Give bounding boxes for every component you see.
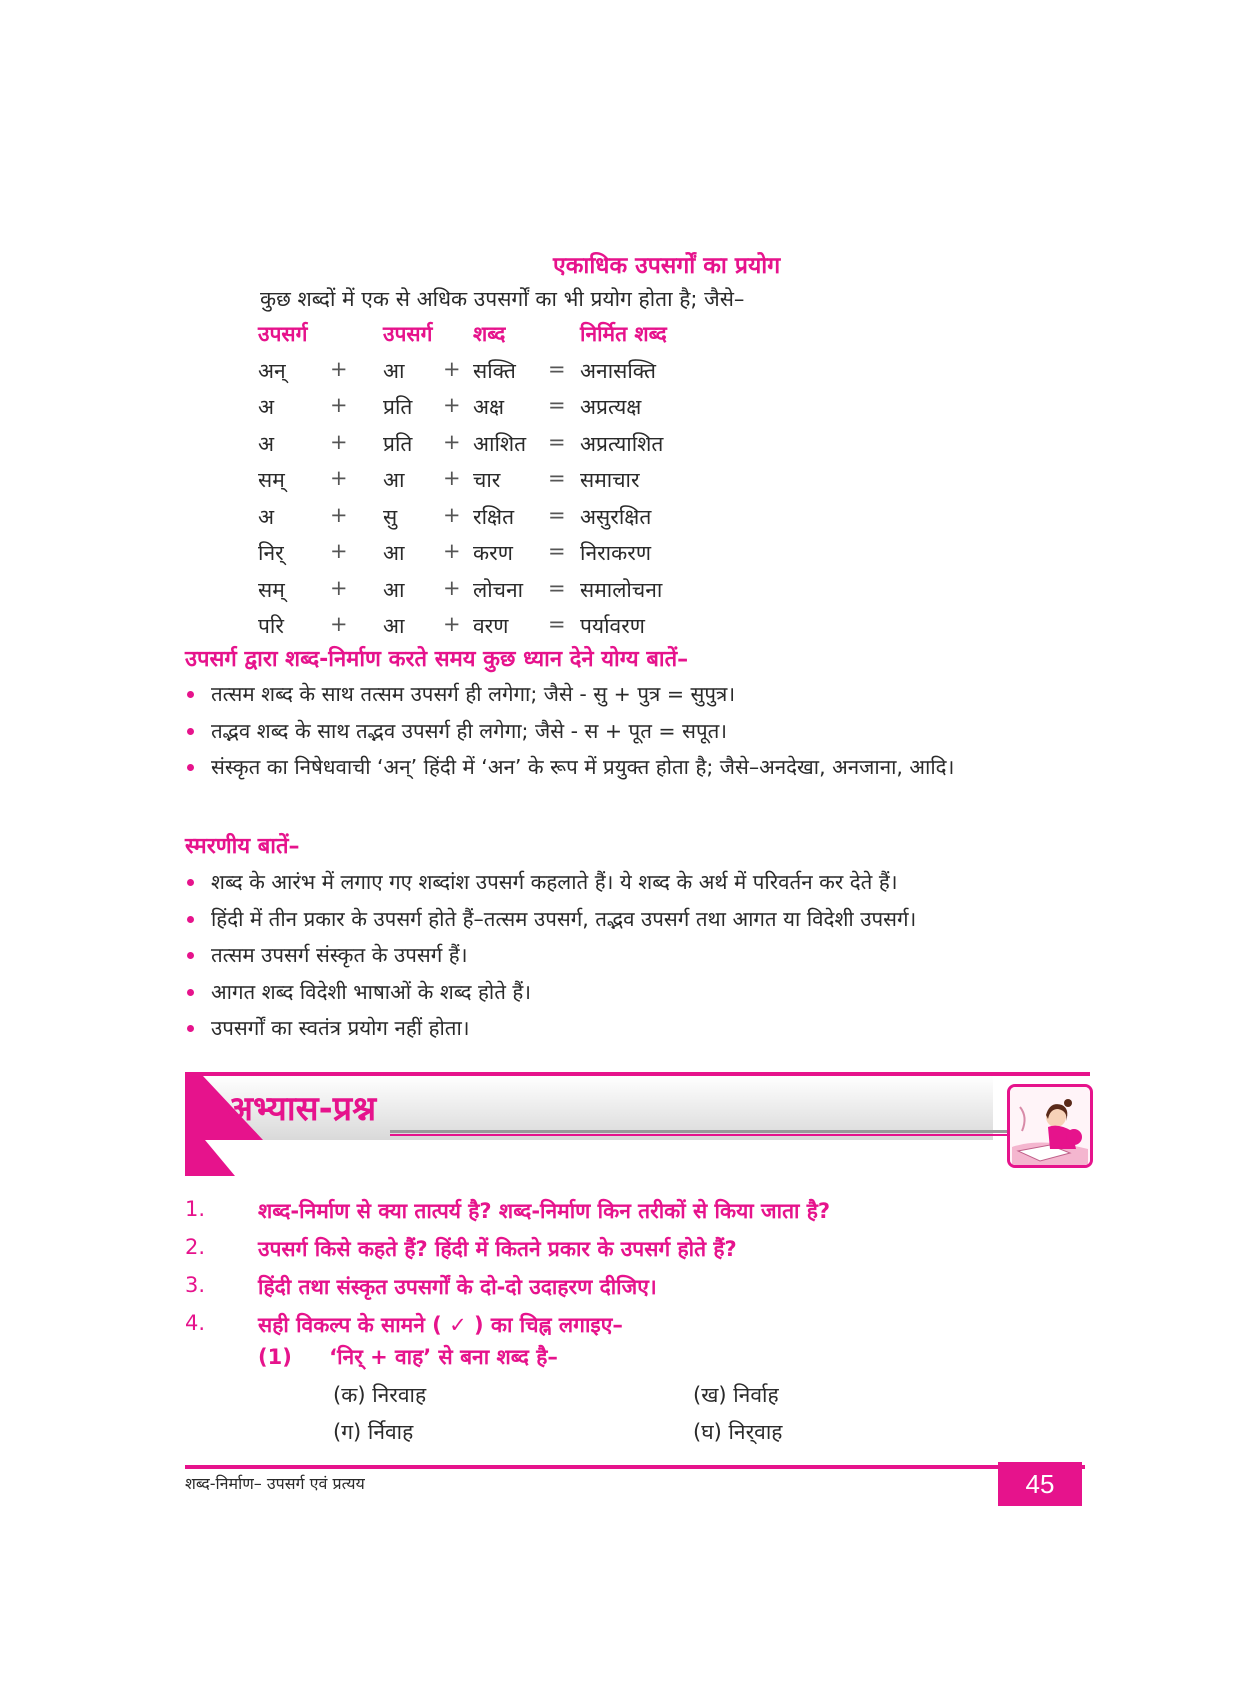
cell: + — [330, 429, 348, 454]
list-item: संस्कृत का निषेधवाची ‘अन्’ हिंदी में ‘अन’ के रूप में प्रयुक्त होता है; जैसे–अनदेखा, अनजाना, आदि। — [185, 753, 954, 790]
cell: अन् — [258, 358, 286, 383]
cell: समालोचना — [580, 577, 663, 602]
cell: अप्रत्याशित — [580, 431, 664, 456]
section-intro: कुछ शब्दों में एक से अधिक उपसर्गों का भी प्रयोग होता है; जैसे– — [260, 287, 745, 311]
cell: आशित — [473, 431, 527, 456]
cell: वरण — [473, 614, 509, 638]
cell: निराकरण — [580, 541, 652, 565]
cell: + — [443, 393, 461, 417]
question-text: सही विकल्प के सामने ( ✓ ) का चिह्न लगाइए– — [258, 1313, 623, 1337]
cell: आ — [383, 541, 405, 565]
cell: आ — [383, 614, 405, 638]
cell: आ — [383, 358, 405, 383]
exercise-title: अभ्यास-प्रश्न — [227, 1089, 377, 1129]
cell: अ — [258, 395, 275, 419]
header-prefix-2: उपसर्ग — [383, 322, 433, 346]
sub-question-number: (1) — [258, 1345, 292, 1369]
banner-underline-pink — [390, 1134, 1090, 1136]
question-number: 4. — [185, 1311, 206, 1335]
list-item: शब्द के आरंभ में लगाए गए शब्दांश उपसर्ग कहलाते हैं। ये शब्द के अर्थ में परिवर्तन कर देते हैं। — [185, 868, 916, 905]
list-item: तत्सम उपसर्ग संस्कृत के उपसर्ग हैं। — [185, 941, 916, 978]
cell: = — [548, 502, 566, 527]
cell: + — [330, 612, 348, 636]
cell: असुरक्षित — [580, 504, 652, 529]
cell: + — [330, 575, 348, 600]
cell: सु — [383, 504, 398, 529]
question-number: 2. — [185, 1235, 206, 1259]
question-text: हिंदी तथा संस्कृत उपसर्गों के दो-दो उदाहरण दीजिए। — [258, 1275, 657, 1299]
cell: समाचार — [580, 468, 640, 492]
cell: + — [443, 356, 461, 381]
cell: = — [548, 612, 566, 636]
footer-chapter-title: शब्द-निर्माण– उपसर्ग एवं प्रत्यय — [185, 1474, 365, 1493]
list-item: तत्सम शब्द के साथ तत्सम उपसर्ग ही लगेगा; जैसे - सु + पुत्र = सुपुत्र। — [185, 680, 954, 717]
cell: = — [548, 393, 566, 417]
cell: + — [443, 575, 461, 600]
cell: सम् — [258, 468, 285, 492]
notes-list — [185, 680, 954, 790]
footer-line — [185, 1465, 1085, 1469]
cell: करण — [473, 541, 513, 565]
question-number: 3. — [185, 1273, 206, 1297]
section-title: एकाधिक उपसर्गों का प्रयोग — [553, 253, 781, 279]
cell: = — [548, 429, 566, 454]
cell: अ — [258, 504, 275, 529]
girl-studying-icon — [1007, 1084, 1093, 1168]
remember-list — [185, 868, 916, 1051]
list-item: उपसर्गों का स्वतंत्र प्रयोग नहीं होता। — [185, 1014, 916, 1051]
cell: प्रति — [383, 431, 413, 456]
option-ka[interactable]: (क) निरवाह — [333, 1383, 427, 1407]
cell: आ — [383, 468, 405, 492]
header-word: शब्द — [473, 322, 506, 346]
cell: + — [443, 429, 461, 454]
cell: = — [548, 356, 566, 381]
header-formed-word: निर्मित शब्द — [580, 322, 667, 346]
cell: प्रति — [383, 395, 413, 419]
cell: = — [548, 539, 566, 563]
cell: अक्ष — [473, 395, 505, 419]
cell: + — [443, 502, 461, 527]
cell: अ — [258, 431, 275, 456]
cell: सक्ति — [473, 358, 516, 383]
cell: अनासक्ति — [580, 358, 656, 383]
sub-question — [258, 1343, 558, 1371]
header-prefix-1: उपसर्ग — [258, 322, 308, 346]
cell: + — [330, 356, 348, 381]
cell: चार — [473, 468, 501, 492]
list-item: तद्भव शब्द के साथ तद्भव उपसर्ग ही लगेगा; जैसे - स + पूत = सपूत। — [185, 717, 954, 754]
cell: पर्यावरण — [580, 614, 645, 638]
cell: आ — [383, 577, 405, 602]
remember-heading: स्मरणीय बातें– — [185, 834, 300, 859]
cell: + — [330, 502, 348, 527]
exercise-banner — [185, 1072, 1090, 1176]
option-kha[interactable]: (ख) निर्वाह — [693, 1383, 779, 1407]
cell: + — [330, 393, 348, 417]
cell: = — [548, 466, 566, 490]
cell: + — [443, 539, 461, 563]
notes-heading: उपसर्ग द्वारा शब्द-निर्माण करते समय कुछ ध्यान देने योग्य बातें– — [185, 647, 689, 672]
page-number: 45 — [998, 1462, 1082, 1506]
question-number: 1. — [185, 1197, 206, 1221]
banner-top-line — [185, 1072, 1090, 1076]
cell: परि — [258, 614, 284, 638]
banner-white-wedge — [205, 1140, 405, 1176]
cell: लोचना — [473, 577, 524, 602]
option-gha[interactable]: (घ) निर्‌वाह — [693, 1420, 783, 1444]
list-item: आगत शब्द विदेशी भाषाओं के शब्द होते हैं। — [185, 978, 916, 1015]
cell: अप्रत्यक्ष — [580, 395, 642, 419]
cell: + — [330, 539, 348, 563]
question-text: उपसर्ग किसे कहते हैं? हिंदी में कितने प्रकार के उपसर्ग होते हैं? — [258, 1237, 737, 1261]
banner-underline — [390, 1130, 1090, 1133]
cell: निर् — [258, 541, 284, 565]
cell: + — [443, 466, 461, 490]
cell: = — [548, 575, 566, 600]
question-text: शब्द-निर्माण से क्या तात्पर्य है? शब्द-निर्माण किन तरीकों से किया जाता है? — [258, 1199, 831, 1223]
cell: + — [443, 612, 461, 636]
cell: रक्षित — [473, 504, 515, 529]
cell: सम् — [258, 577, 285, 602]
list-item: हिंदी में तीन प्रकार के उपसर्ग होते हैं–तत्सम उपसर्ग, तद्भव उपसर्ग तथा आगत या विदेशी उपसर्ग। — [185, 905, 916, 942]
cell: + — [330, 466, 348, 490]
option-ga[interactable]: (ग) र्निवाह — [333, 1420, 414, 1444]
sub-question-text: ‘निर् + वाह’ से बना शब्द है– — [329, 1345, 558, 1369]
